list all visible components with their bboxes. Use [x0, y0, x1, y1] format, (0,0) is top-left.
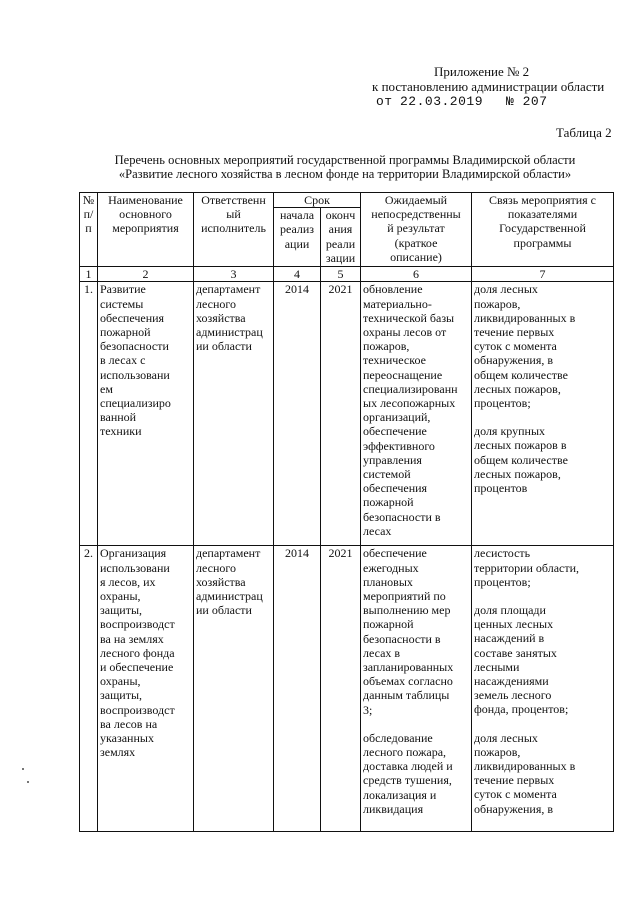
header-name: Наименование основного мероприятия [98, 193, 194, 267]
column-number: 6 [361, 267, 472, 282]
program-indicators: лесистость территории области, процентов; доля площади ценных лесных насаждений в составе занятых лесными насаждениями земель лесного фонда, процентов; доля лесных пожаров, ликвидированных в течение первых суток с момента обнаружения, в [472, 546, 614, 832]
appendix-number: № 207 [506, 94, 548, 109]
column-number: 3 [194, 267, 274, 282]
column-number-row [80, 267, 614, 282]
header-responsible: Ответственн ый исполнитель [194, 193, 274, 267]
appendix-date: 22.03.2019 [400, 94, 484, 109]
row-number: 2. [80, 546, 98, 832]
table-row [80, 282, 614, 546]
column-number: 4 [274, 267, 321, 282]
appendix-resolution: к постановлению администрации области [372, 79, 605, 94]
column-number: 7 [472, 267, 614, 282]
column-number: 2 [98, 267, 194, 282]
scan-speck [22, 768, 24, 770]
activity-name: Организация использовани я лесов, их охраны, защиты, воспроизводст ва на землях лесного фонда и обеспечение охраны, защиты, воспроизводст ва лесов на указанных землях [98, 546, 194, 832]
table-header-row [80, 193, 614, 208]
document-title-line-2: «Развитие лесного хозяйства в лесном фонде на территории Владимирской области» [118, 167, 572, 181]
activity-name: Развитие системы обеспечения пожарной безопасности в лесах с использовани ем специализиро ванной техники [98, 282, 194, 546]
responsible-executor: департамент лесного хозяйства администрац ии области [194, 546, 274, 832]
header-end: оконч ания реали зации [321, 208, 361, 267]
expected-result: обновление материально- технической базы охраны лесов от пожаров, техническое переоснащение специализированн ых лесопожарных организаций, обеспечение эффективного управления системой обеспечения пожарной безопасности в лесах [361, 282, 472, 546]
responsible-executor: департамент лесного хозяйства администрац ии области [194, 282, 274, 546]
row-number: 1. [80, 282, 98, 546]
header-term: Срок [274, 193, 361, 208]
header-num: № п/ п [80, 193, 98, 267]
end-year: 2021 [321, 282, 361, 546]
column-number: 5 [321, 267, 361, 282]
start-year: 2014 [274, 546, 321, 832]
program-indicators: доля лесных пожаров, ликвидированных в течение первых суток с момента обнаружения, в общем количестве лесных пожаров, процентов; доля крупных лесных пожаров в общем количестве лесных пожаров, процентов [472, 282, 614, 546]
start-year: 2014 [274, 282, 321, 546]
activities-table [79, 192, 614, 832]
appendix-date-prefix: от [376, 94, 393, 109]
table-row [80, 546, 614, 832]
appendix-title: Приложение № 2 [434, 64, 530, 79]
table-label: Таблица 2 [556, 125, 612, 140]
expected-result: обеспечение ежегодных плановых мероприятий по выполнению мер пожарной безопасности в лесах в запланированных объемах согласно данным таблицы 3; обследование лесного пожара, доставка людей и средств тушения, локализация и ликвидация [361, 546, 472, 832]
scan-speck [27, 781, 29, 783]
column-number: 1 [80, 267, 98, 282]
end-year: 2021 [321, 546, 361, 832]
header-start: начала реализ ации [274, 208, 321, 267]
header-result: Ожидаемый непосредственны й результат (краткое описание) [361, 193, 472, 267]
header-link: Связь мероприятия с показателями Государственной программы [472, 193, 614, 267]
document-title-line-1: Перечень основных мероприятий государственной программы Владимирской области [114, 153, 576, 167]
